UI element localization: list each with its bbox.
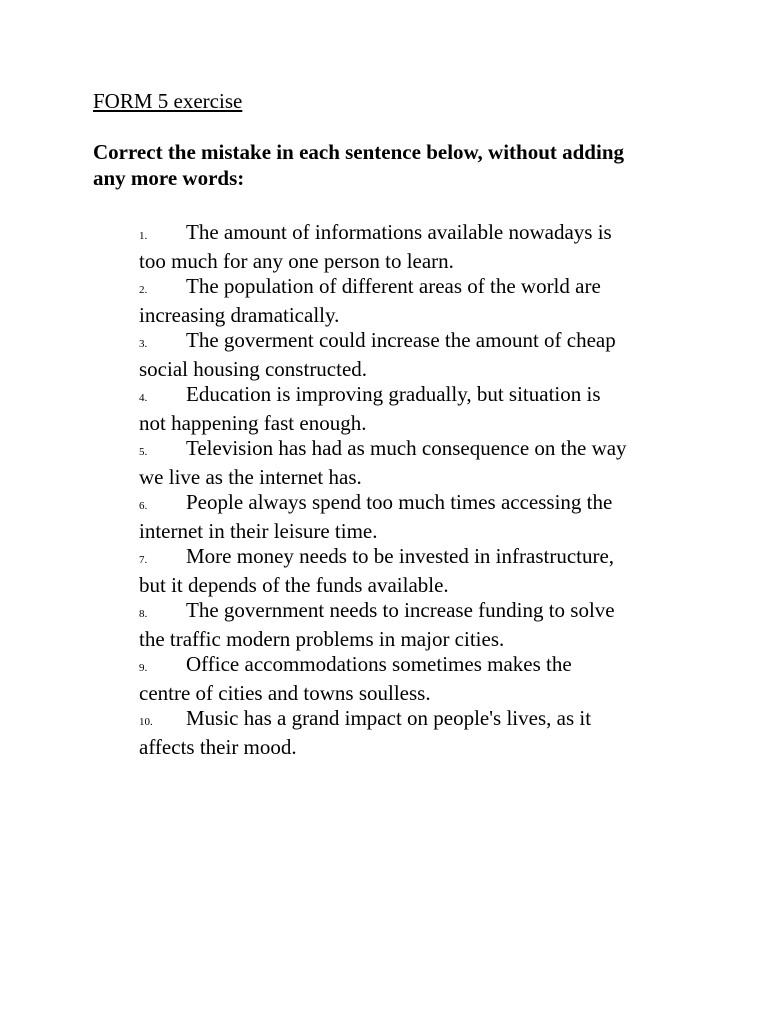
item-text-continued: we live as the internet has. — [139, 465, 362, 489]
item-text: Education is improving gradually, but situation is — [186, 382, 601, 406]
item-number: 7. — [139, 554, 148, 566]
item-text-continued: but it depends of the funds available. — [139, 573, 449, 597]
item-number: 2. — [139, 284, 148, 296]
item-text: The government needs to increase funding to solve — [186, 598, 615, 622]
exercise-list — [139, 220, 699, 760]
list-item — [139, 652, 699, 706]
page-title: FORM 5 exercise — [93, 89, 243, 113]
item-number: 5. — [139, 446, 148, 458]
item-number: 4. — [139, 392, 148, 404]
list-item — [139, 436, 699, 490]
list-item — [139, 328, 699, 382]
list-item — [139, 598, 699, 652]
item-text-continued: social housing constructed. — [139, 357, 368, 381]
item-text: Music has a grand impact on people's lives, as it — [186, 706, 592, 730]
item-text: People always spend too much times accessing the — [186, 490, 613, 514]
item-text-continued: increasing dramatically. — [139, 303, 340, 327]
item-number: 9. — [139, 662, 148, 674]
item-text-continued: too much for any one person to learn. — [139, 249, 454, 273]
instructions: Correct the mistake in each sentence below, without adding any more words: — [93, 140, 624, 190]
list-item — [139, 706, 699, 760]
item-text: The goverment could increase the amount of cheap — [186, 328, 616, 352]
item-text-continued: centre of cities and towns soulless. — [139, 681, 431, 705]
item-text-continued: not happening fast enough. — [139, 411, 367, 435]
item-text: The population of different areas of the world are — [186, 274, 601, 298]
item-text-continued: internet in their leisure time. — [139, 519, 378, 543]
item-text: More money needs to be invested in infrastructure, — [186, 544, 615, 568]
item-number: 3. — [139, 338, 148, 350]
list-item — [139, 490, 699, 544]
item-text: Office accommodations sometimes makes the — [186, 652, 572, 676]
list-item — [139, 220, 699, 274]
list-item — [139, 544, 699, 598]
item-text-continued: affects their mood. — [139, 735, 297, 759]
item-number: 8. — [139, 608, 148, 620]
item-text: The amount of informations available nowadays is — [186, 220, 612, 244]
item-number: 6. — [139, 500, 148, 512]
item-number: 10. — [139, 716, 153, 728]
item-text-continued: the traffic modern problems in major cities. — [139, 627, 505, 651]
item-number: 1. — [139, 230, 148, 242]
list-item — [139, 382, 699, 436]
list-item — [139, 274, 699, 328]
item-text: Television has had as much consequence on the way — [186, 436, 627, 460]
